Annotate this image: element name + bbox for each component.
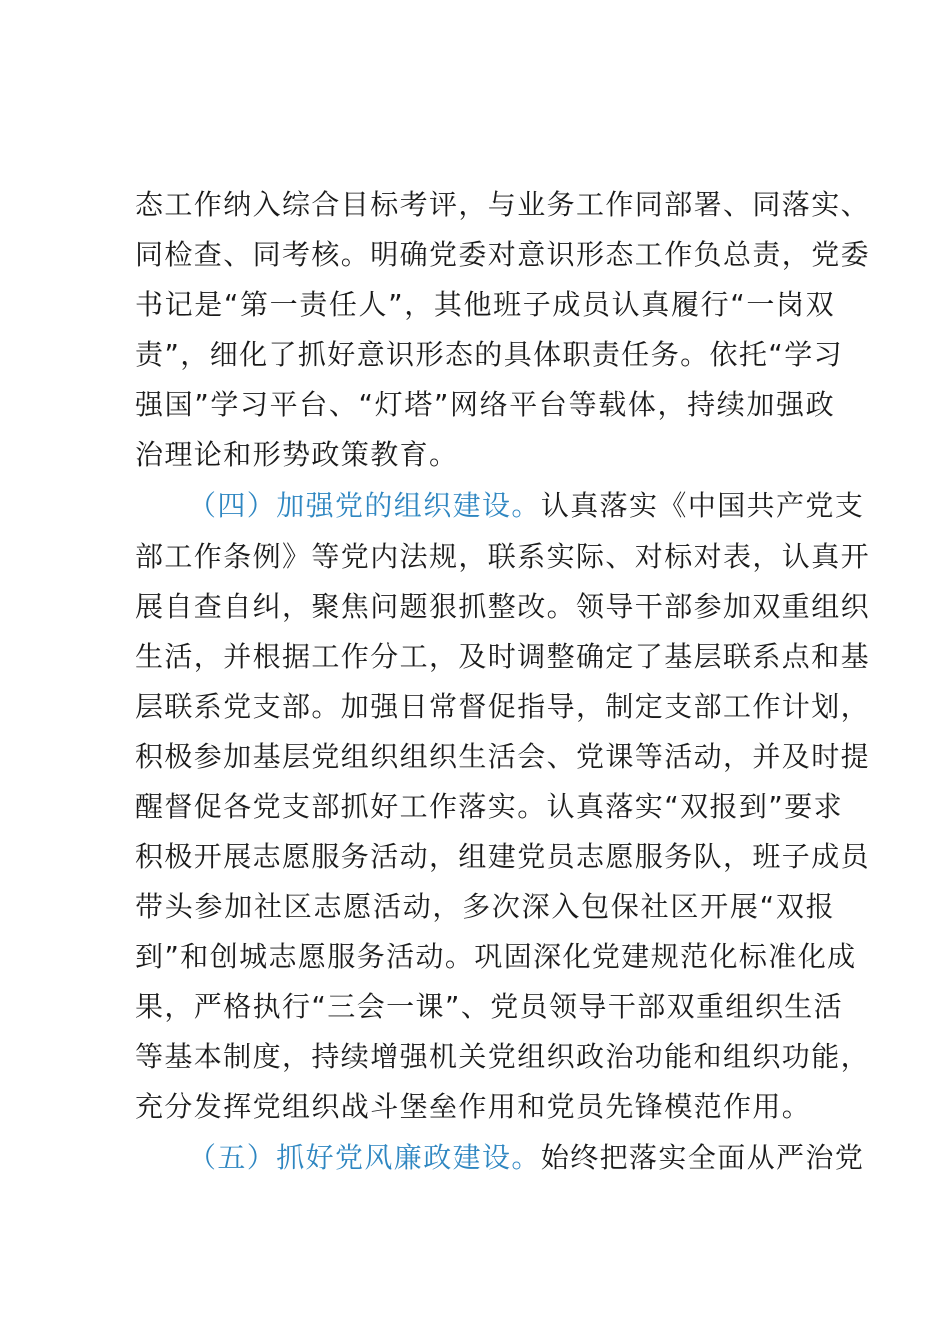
section-5-first-line [188, 1133, 865, 1183]
body-line-3: 书记是“第一责任人”，其他班子成员认真履行“一岗双 [135, 288, 835, 321]
body-line-5: 强国”学习平台、“灯塔”网络平台等载体，持续加强政 [135, 388, 835, 421]
body-line-2: 同检查、同考核。明确党委对意识形态工作负总责，党委 [135, 238, 871, 271]
body-line-4: 责”，细化了抓好意识形态的具体职责任务。依托“学习 [135, 338, 844, 371]
section-4-line: 展自查自纠，聚焦问题狠抓整改。领导干部参加双重组织 [135, 590, 871, 623]
section-4-first-line-text: 认真落实《中国共产党支 [540, 489, 865, 522]
section-4-line: 充分发挥党组织战斗堡垒作用和党员先锋模范作用。 [135, 1090, 812, 1123]
section-4-heading: （四）加强党的组织建设。 [188, 489, 541, 522]
section-4-line: 积极开展志愿服务活动，组建党员志愿服务队，班子成员 [135, 840, 871, 873]
section-5-heading: （五）抓好党风廉政建设。 [188, 1141, 541, 1174]
section-4-line: 到”和创城志愿服务活动。巩固深化党建规范化标准化成 [135, 940, 857, 973]
section-4-line: 醒督促各党支部抓好工作落实。认真落实“双报到”要求 [135, 790, 844, 823]
section-4-line: 果，严格执行“三会一课”、党员领导干部双重组织生活 [135, 990, 844, 1023]
section-4-line: 部工作条例》等党内法规，联系实际、对标对表，认真开 [135, 540, 871, 573]
section-5-first-line-text: 始终把落实全面从严治党 [540, 1141, 865, 1174]
section-4-line: 带头参加社区志愿活动，多次深入包保社区开展“双报 [135, 890, 835, 923]
section-4-line: 层联系党支部。加强日常督促指导，制定支部工作计划， [135, 690, 871, 723]
section-4-line: 等基本制度，持续增强机关党组织政治功能和组织功能， [135, 1040, 871, 1073]
body-line-1: 态工作纳入综合目标考评，与业务工作同部署、同落实、 [135, 188, 871, 221]
section-4-first-line [188, 481, 865, 531]
section-4-line: 生活，并根据工作分工，及时调整确定了基层联系点和基 [135, 640, 871, 673]
section-4-line: 积极参加基层党组织组织生活会、党课等活动，并及时提 [135, 740, 871, 773]
body-line-6: 治理论和形势政策教育。 [135, 438, 459, 471]
